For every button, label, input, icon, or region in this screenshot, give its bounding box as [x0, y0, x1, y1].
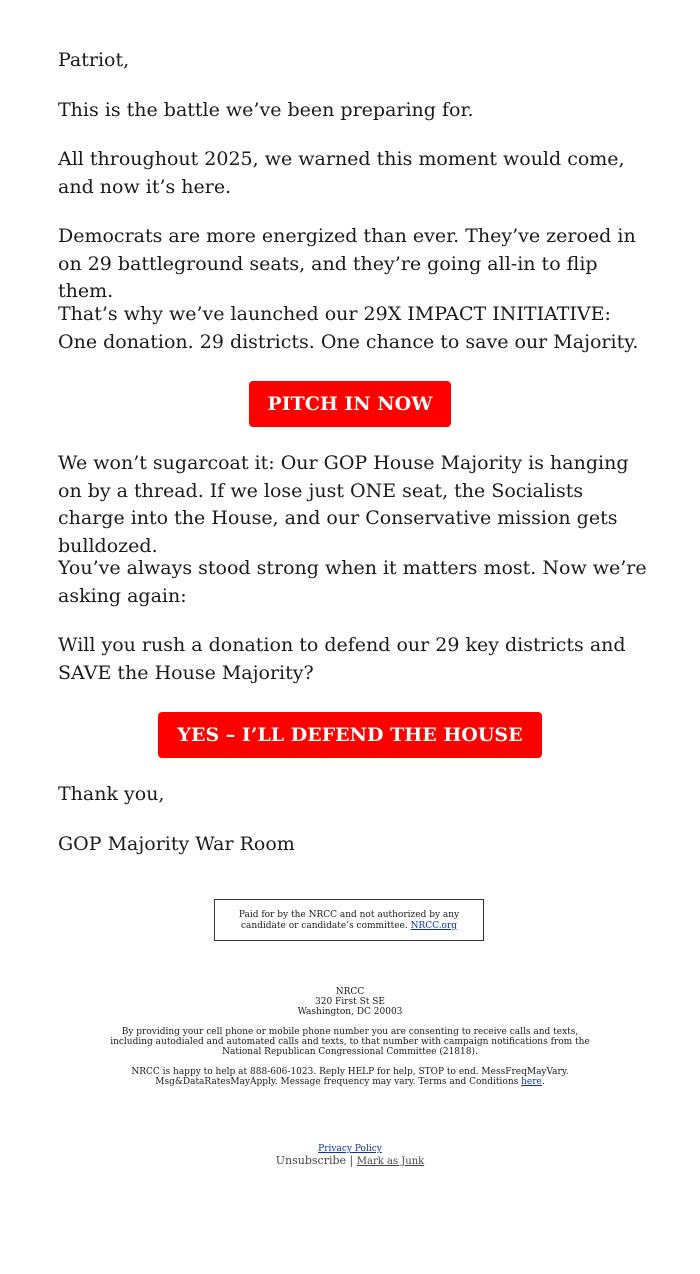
- terms-link[interactable]: here: [521, 1077, 542, 1087]
- disclaimer-text: Paid for by the NRCC and not authorized by any candidate or candidate’s committee.: [238, 910, 460, 931]
- paragraph-4: That’s why we’ve launched our 29X IMPACT INITIATIVE: One donation. 29 districts. One chance to save our Majority.: [58, 303, 639, 353]
- footer-address: [0, 987, 700, 1017]
- paragraph-3: Democrats are more energized than ever. They’ve zeroed in on 29 battleground seats, and they’re going all-in to flip them.: [58, 225, 636, 302]
- terms-period: .: [541, 1077, 545, 1087]
- greeting: Patriot,: [58, 49, 130, 71]
- help-text-body: NRCC is happy to help at 888-606-1023. Reply HELP for help, STOP to end. MessFreqMayVary. Msg&DataRatesMayApply. Message frequency may vary. Terms and Conditions: [131, 1067, 569, 1087]
- paragraph-5: We won’t sugarcoat it: Our GOP House Majority is hanging on by a thread. If we lose just ONE seat, the Socialists charge into the House, and our Conservative mission gets bulldozed.: [58, 452, 629, 557]
- pitch-in-now-button[interactable]: PITCH IN NOW: [249, 381, 451, 427]
- paragraph-6: You’ve always stood strong when it matters most. Now we’re asking again:: [58, 557, 647, 607]
- consent-text: By providing your cell phone or mobile phone number you are consenting to receive calls and texts, including autodialed and automated calls and texts, to that number with campaign notifications from the National Republican Congressional Committee (21818).: [110, 1027, 590, 1057]
- paragraph-7: Will you rush a donation to defend our 29 key districts and SAVE the House Majority?: [58, 634, 626, 684]
- defend-the-house-button[interactable]: YES – I’LL DEFEND THE HOUSE: [158, 712, 542, 758]
- signature: GOP Majority War Room: [58, 833, 295, 855]
- unsubscribe-row: [0, 1154, 700, 1168]
- privacy-policy-link[interactable]: Privacy Policy: [318, 1144, 382, 1154]
- paid-for-disclaimer: [214, 899, 484, 941]
- unsubscribe-link[interactable]: Unsubscribe: [275, 1154, 347, 1167]
- nrcc-link[interactable]: NRCC.org: [410, 921, 458, 931]
- mark-as-junk-link[interactable]: Mark as Junk: [356, 1156, 425, 1167]
- footer-address-line1: 320 First St SE: [315, 997, 385, 1007]
- footer-org: NRCC: [335, 987, 365, 997]
- unsubscribe-separator: |: [349, 1154, 354, 1167]
- paragraph-2: All throughout 2025, we warned this moment would come, and now it’s here.: [58, 148, 625, 198]
- closing: Thank you,: [58, 783, 165, 805]
- help-text: [125, 1067, 575, 1087]
- privacy-row: [0, 1144, 700, 1154]
- paragraph-1: This is the battle we’ve been preparing for.: [58, 99, 474, 121]
- footer-address-line2: Washington, DC 20003: [297, 1007, 403, 1017]
